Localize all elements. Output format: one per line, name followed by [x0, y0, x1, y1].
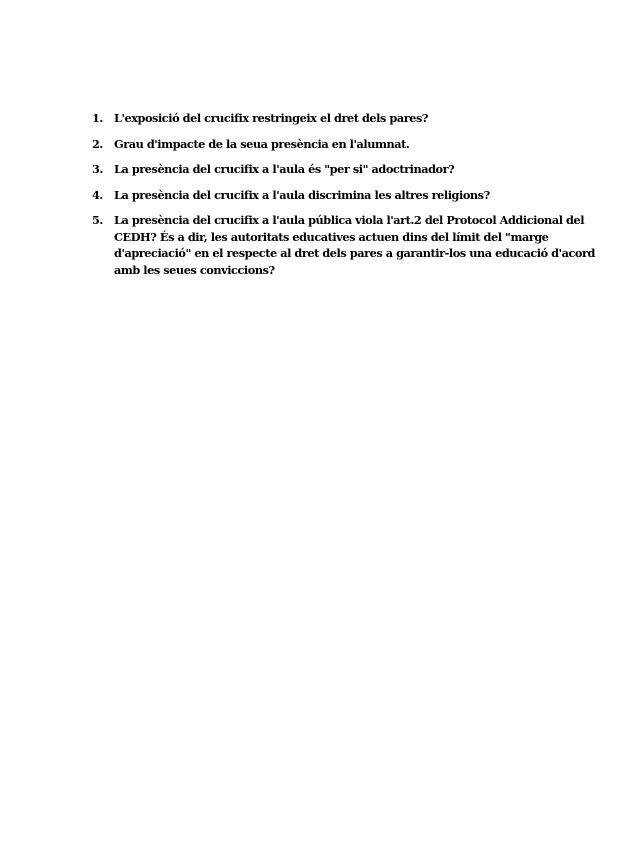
question-text: La presència del crucifix a l'aula pública viola l'art.2 del Protocol Addicional del CEDH? És a dir, les autoritats educatives actuen dins del límit del "marge d'apreciació" en el respecte al dret dels pares a garantir-los una educació d'acord amb les seues conviccions? — [114, 213, 595, 277]
question-text: La presència del crucifix a l'aula és "per si" adoctrinador? — [114, 162, 455, 176]
question-text: L'exposició del crucifix restringeix el dret dels pares? — [114, 111, 429, 125]
question-number: 3. — [92, 162, 103, 176]
question-number: 2. — [92, 136, 103, 151]
question-item-2 — [92, 136, 597, 153]
question-list — [92, 110, 597, 287]
question-item-3 — [92, 161, 597, 178]
question-text: La presència del crucifix a l'aula discrimina les altres religions? — [114, 187, 490, 202]
question-number: 5. — [92, 213, 103, 227]
question-text: Grau d'impacte de la seua presència en l'alumnat. — [114, 136, 410, 151]
question-number: 1. — [92, 111, 103, 125]
question-item-5 — [92, 212, 597, 278]
question-item-1 — [92, 110, 597, 127]
question-item-4 — [92, 187, 597, 204]
question-number: 4. — [92, 187, 103, 202]
